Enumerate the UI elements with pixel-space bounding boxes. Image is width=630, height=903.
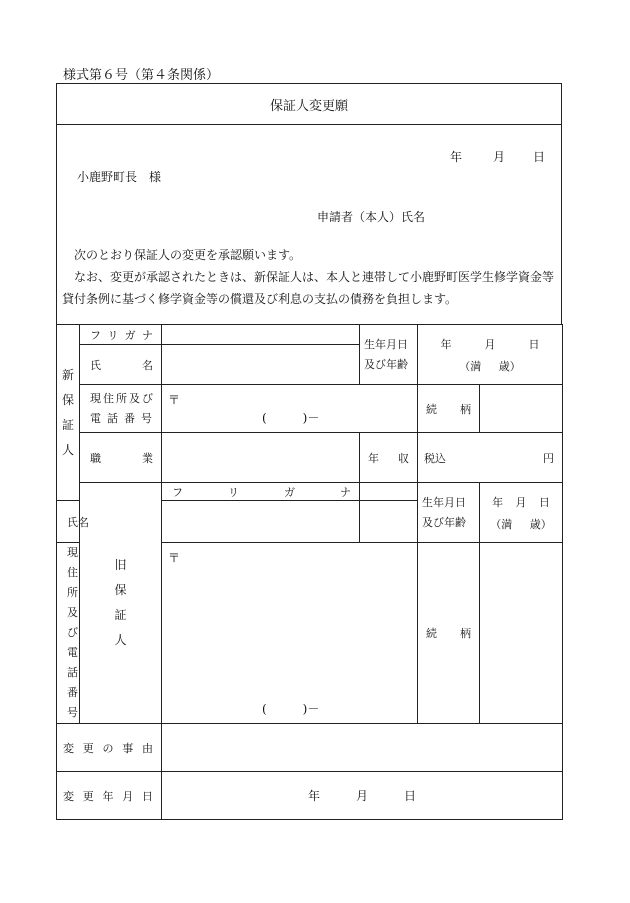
- postal-mark: 〒: [168, 393, 181, 407]
- new-address-field[interactable]: [162, 385, 418, 433]
- new-occupation-label: 職 業: [80, 433, 162, 483]
- old-furigana-field[interactable]: [360, 483, 418, 501]
- new-occupation-field[interactable]: [162, 433, 360, 483]
- old-address-label: 現住所及び 電話番号: [57, 543, 80, 724]
- old-name-field[interactable]: [162, 501, 360, 543]
- old-furigana-label: フ リ ガ ナ: [162, 483, 360, 501]
- form-title: 保証人変更願: [57, 84, 561, 125]
- change-reason-label: 変 更 の 事 由: [57, 724, 162, 772]
- new-birth-label: 生年月日 及び年齢: [360, 325, 418, 385]
- guarantor-table: [56, 324, 563, 820]
- request-text-line1: 次のとおり保証人の変更を承認願います。: [74, 248, 302, 262]
- date-day: 日: [533, 150, 546, 164]
- change-date-label: 変 更 年 月 日: [57, 772, 162, 820]
- form-number: 様式第６号（第４条関係）: [63, 68, 220, 83]
- postal-mark: 〒: [168, 551, 181, 565]
- phone-format: ( )－: [262, 702, 320, 716]
- old-name-label: 氏 名: [57, 501, 80, 543]
- phone-format: ( )－: [262, 411, 320, 425]
- date-year: 年: [450, 150, 463, 164]
- new-income-label: 年 収: [360, 433, 418, 483]
- request-text: [62, 244, 558, 310]
- new-furigana-field[interactable]: [162, 325, 360, 345]
- new-relation-label: 続 柄: [418, 385, 480, 433]
- new-birth-field[interactable]: 年 月 日 （満 歳）: [418, 325, 563, 385]
- addressee: 小鹿野町長 様: [77, 170, 162, 184]
- old-relation-field[interactable]: [480, 543, 563, 724]
- old-birth-label: 生年月日 及び年齢: [418, 483, 480, 543]
- new-name-field[interactable]: [162, 345, 360, 385]
- old-birth-field[interactable]: 年 月 日 （満 歳）: [480, 483, 563, 543]
- new-name-label: 氏 名: [80, 345, 162, 385]
- applicant-name-label: 申請者（本人）氏名: [317, 210, 426, 224]
- change-reason-field[interactable]: [162, 724, 563, 772]
- application-header-box: [56, 83, 562, 325]
- old-relation-label: 続 柄: [418, 543, 480, 724]
- new-furigana-label: フ リ ガ ナ: [80, 325, 162, 345]
- change-date-field[interactable]: 年 月 日: [162, 772, 563, 820]
- request-text-line2: なお、変更が承認されたときは、新保証人は、本人と連帯して小鹿野町医学生修学資金等貸付条例に基づく修学資金等の償還及び利息の支払の債務を負担します。: [62, 270, 555, 306]
- new-relation-field[interactable]: [480, 385, 563, 433]
- new-address-label: 現住所及び 電話番号: [80, 385, 162, 433]
- new-income-field[interactable]: 税込 円: [418, 433, 563, 483]
- old-guarantor-section-label: 旧 保 証 人: [80, 483, 162, 724]
- new-guarantor-section-label: 新 保 証 人: [57, 325, 80, 501]
- date-month: 月: [493, 150, 506, 164]
- old-address-field[interactable]: [162, 543, 418, 724]
